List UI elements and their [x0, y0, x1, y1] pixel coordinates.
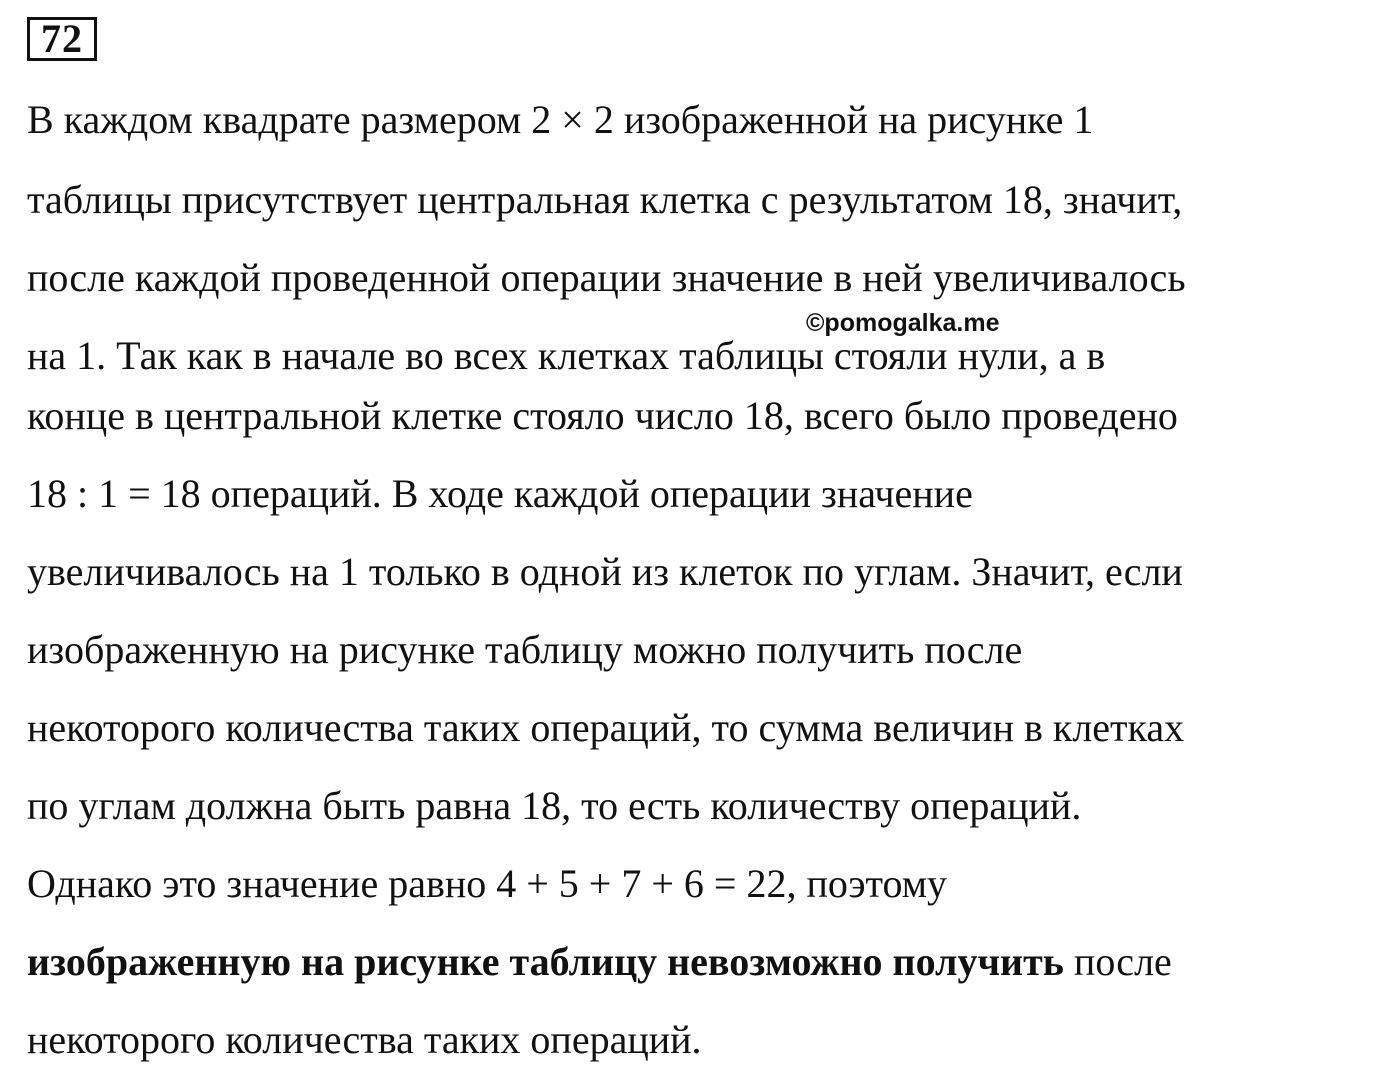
text-line-2: таблицы присутствует центральная клетка с результатом 18, значит, — [27, 177, 1183, 222]
conclusion-last-line: некоторого количества таких операций. — [27, 1017, 702, 1062]
text-line-6: 18 : 1 = 18 операций. В ходе каждой операции значение — [27, 471, 973, 516]
conclusion-rest-text: после — [1063, 939, 1172, 984]
conclusion-line — [27, 938, 1172, 986]
text-line-10: по углам должна быть равна 18, то есть количеству операций. — [27, 783, 1082, 828]
text-line-3: после каждой проведенной операции значение в ней увеличивалось — [27, 255, 1186, 300]
conclusion-bold-text: изображенную на рисунке таблицу невозможно получить — [27, 939, 1064, 984]
text-line-11: Однако это значение равно 4 + 5 + 7 + 6 = 22, поэтому — [27, 861, 948, 906]
text-line-1: В каждом квадрате размером 2 × 2 изображенной на рисунке 1 — [27, 97, 1094, 142]
text-line-9: некоторого количества таких операций, то сумма величин в клетках — [27, 705, 1185, 750]
watermark-text: ©pomogalka.me — [806, 309, 1000, 337]
text-line-4: на 1. Так как в начале во всех клетках таблицы стояли нули, а в — [27, 333, 1106, 378]
text-line-5: конце в центральной клетке стояло число 18, всего было проведено — [27, 393, 1178, 438]
text-line-7: увеличивалось на 1 только в одной из клеток по углам. Значит, если — [27, 549, 1183, 594]
text-line-8: изображенную на рисунке таблицу можно получить после — [27, 627, 1023, 672]
task-number-box: 72 — [27, 17, 97, 61]
